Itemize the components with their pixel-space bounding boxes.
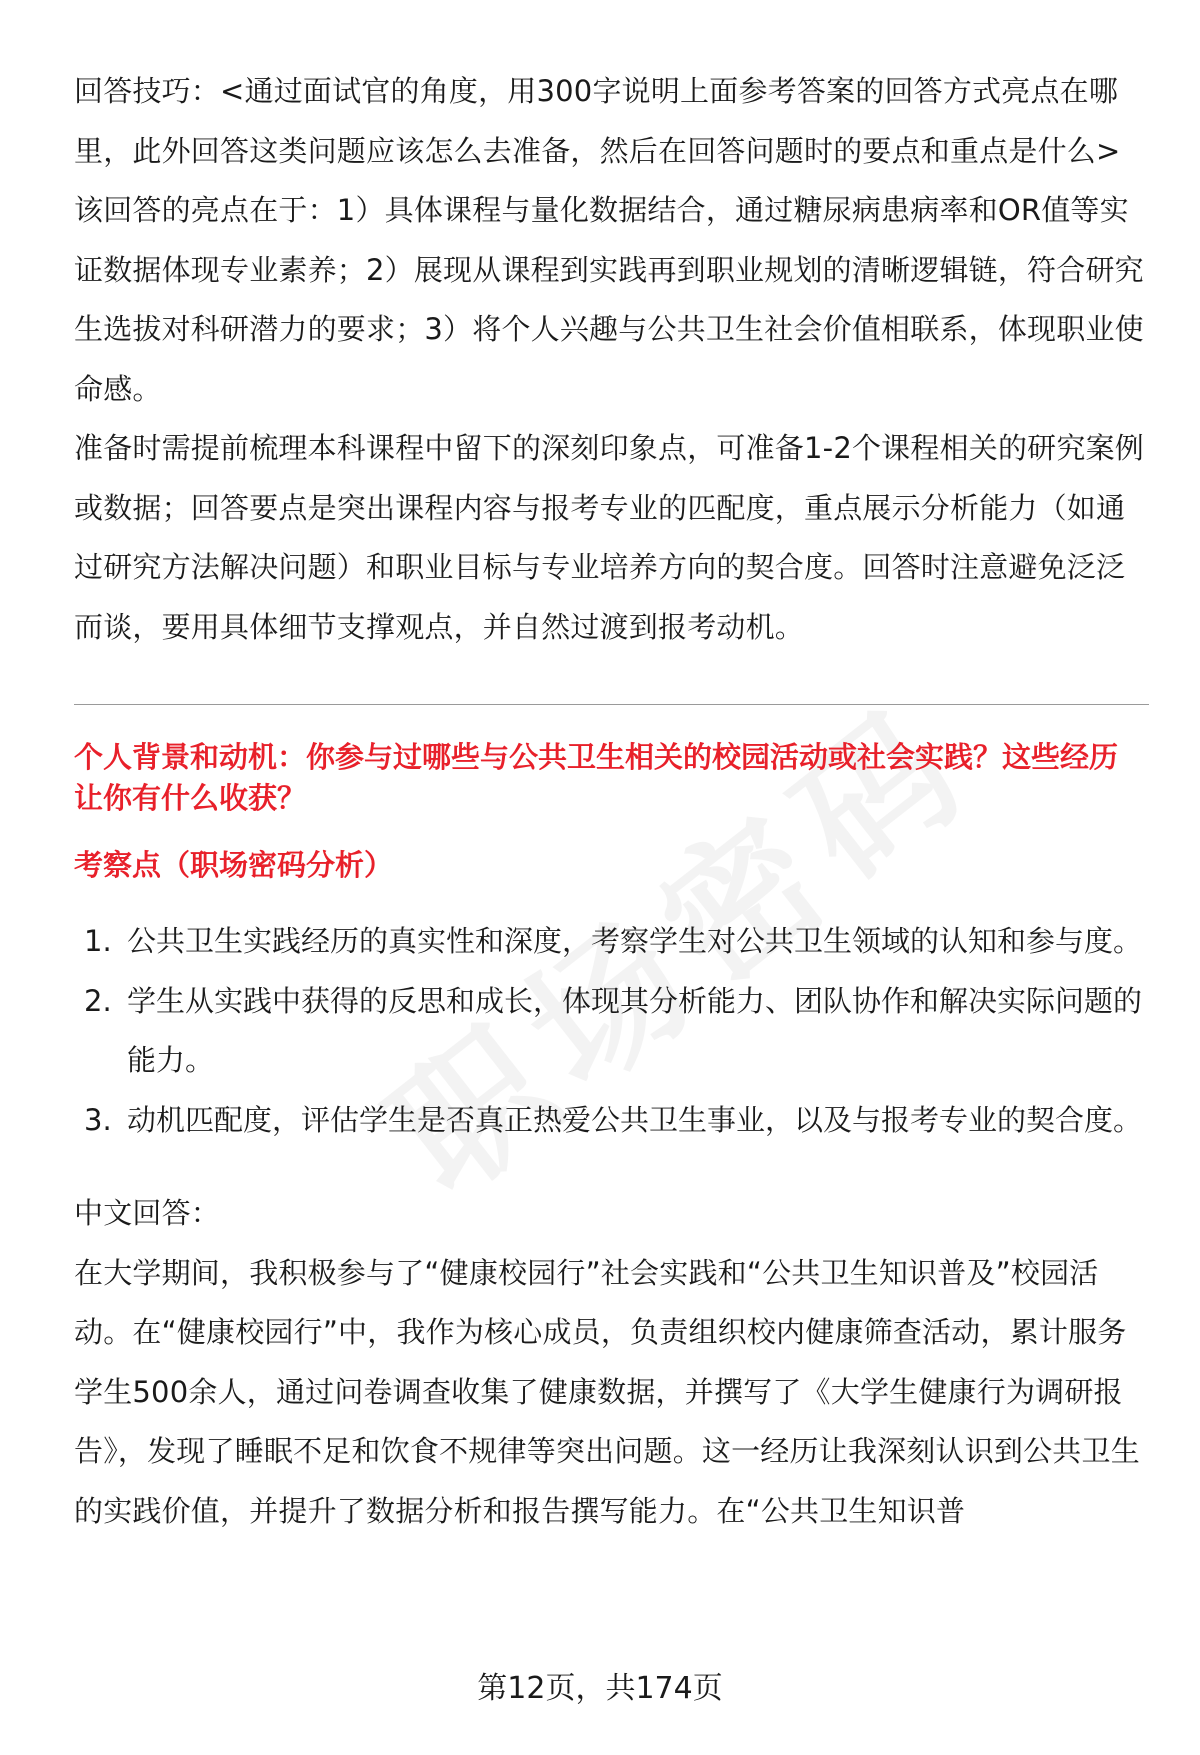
list-item-number: 2. [84,983,112,1018]
assessment-points-title: 考察点（职场密码分析） [74,848,394,882]
page-number: 第12页，共174页 [477,1671,723,1706]
answer-tips-paragraph: 回答技巧：<通过面试官的角度，用300字说明上面参考答案的回答方式亮点在哪里，此外回答这类问题应该怎么去准备，然后在回答问题时的要点和重点是什么> [74,74,1121,168]
list-item [74,1091,1146,1151]
answer-paragraph: 在大学期间，我积极参与了“健康校园行”社会实践和“公共卫生知识普及”校园活动。在“健康校园行”中，我作为核心成员，负责组织校内健康筛查活动，累计服务学生500余人，通过问卷调查收集了健康数据，并撰写了《大学生健康行为调研报告》，发现了睡眠不足和饮食不规律等突出问题。这一经历让我深刻认识到公共卫生的实践价值，并提升了数据分析和报告撰写能力。在“公共卫生知识普 [74,1255,1140,1528]
document-page [74,62,1146,1541]
section-divider [74,704,1149,705]
question-title: 个人背景和动机：你参与过哪些与公共卫生相关的校园活动或社会实践？这些经历让你有什么收获？ [74,740,1119,815]
list-item-number: 3. [84,1102,112,1137]
answer-highlights-paragraph: 该回答的亮点在于：1）具体课程与量化数据结合，通过糖尿病患病率和OR值等实证数据体现专业素养；2）展现从课程到实践再到职业规划的清晰逻辑链，符合研究生选拔对科研潜力的要求；3）将个人兴趣与公共卫生社会价值相联系，体现职业使命感。 [74,193,1144,406]
list-item [74,912,1146,972]
answer-label: 中文回答： [74,1196,221,1230]
list-item [74,972,1146,1091]
list-item-text: 动机匹配度，评估学生是否真正热爱公共卫生事业，以及与报考专业的契合度。 [127,1102,1143,1137]
list-item-text: 学生从实践中获得的反思和成长，体现其分析能力、团队协作和解决实际问题的能力。 [127,983,1143,1077]
list-item-number: 1. [84,924,112,958]
assessment-points-list [74,912,1146,1150]
preparation-paragraph: 准备时需提前梳理本科课程中留下的深刻印象点，可准备1-2个课程相关的研究案例或数据；回答要点是突出课程内容与报考专业的匹配度，重点展示分析能力（如通过研究方法解决问题）和职业目标与专业培养方向的契合度。回答时注意避免泛泛而谈，要用具体细节支撑观点，并自然过渡到报考动机。 [74,431,1144,644]
list-item-text: 公共卫生实践经历的真实性和深度，考察学生对公共卫生领域的认知和参与度。 [127,924,1143,958]
